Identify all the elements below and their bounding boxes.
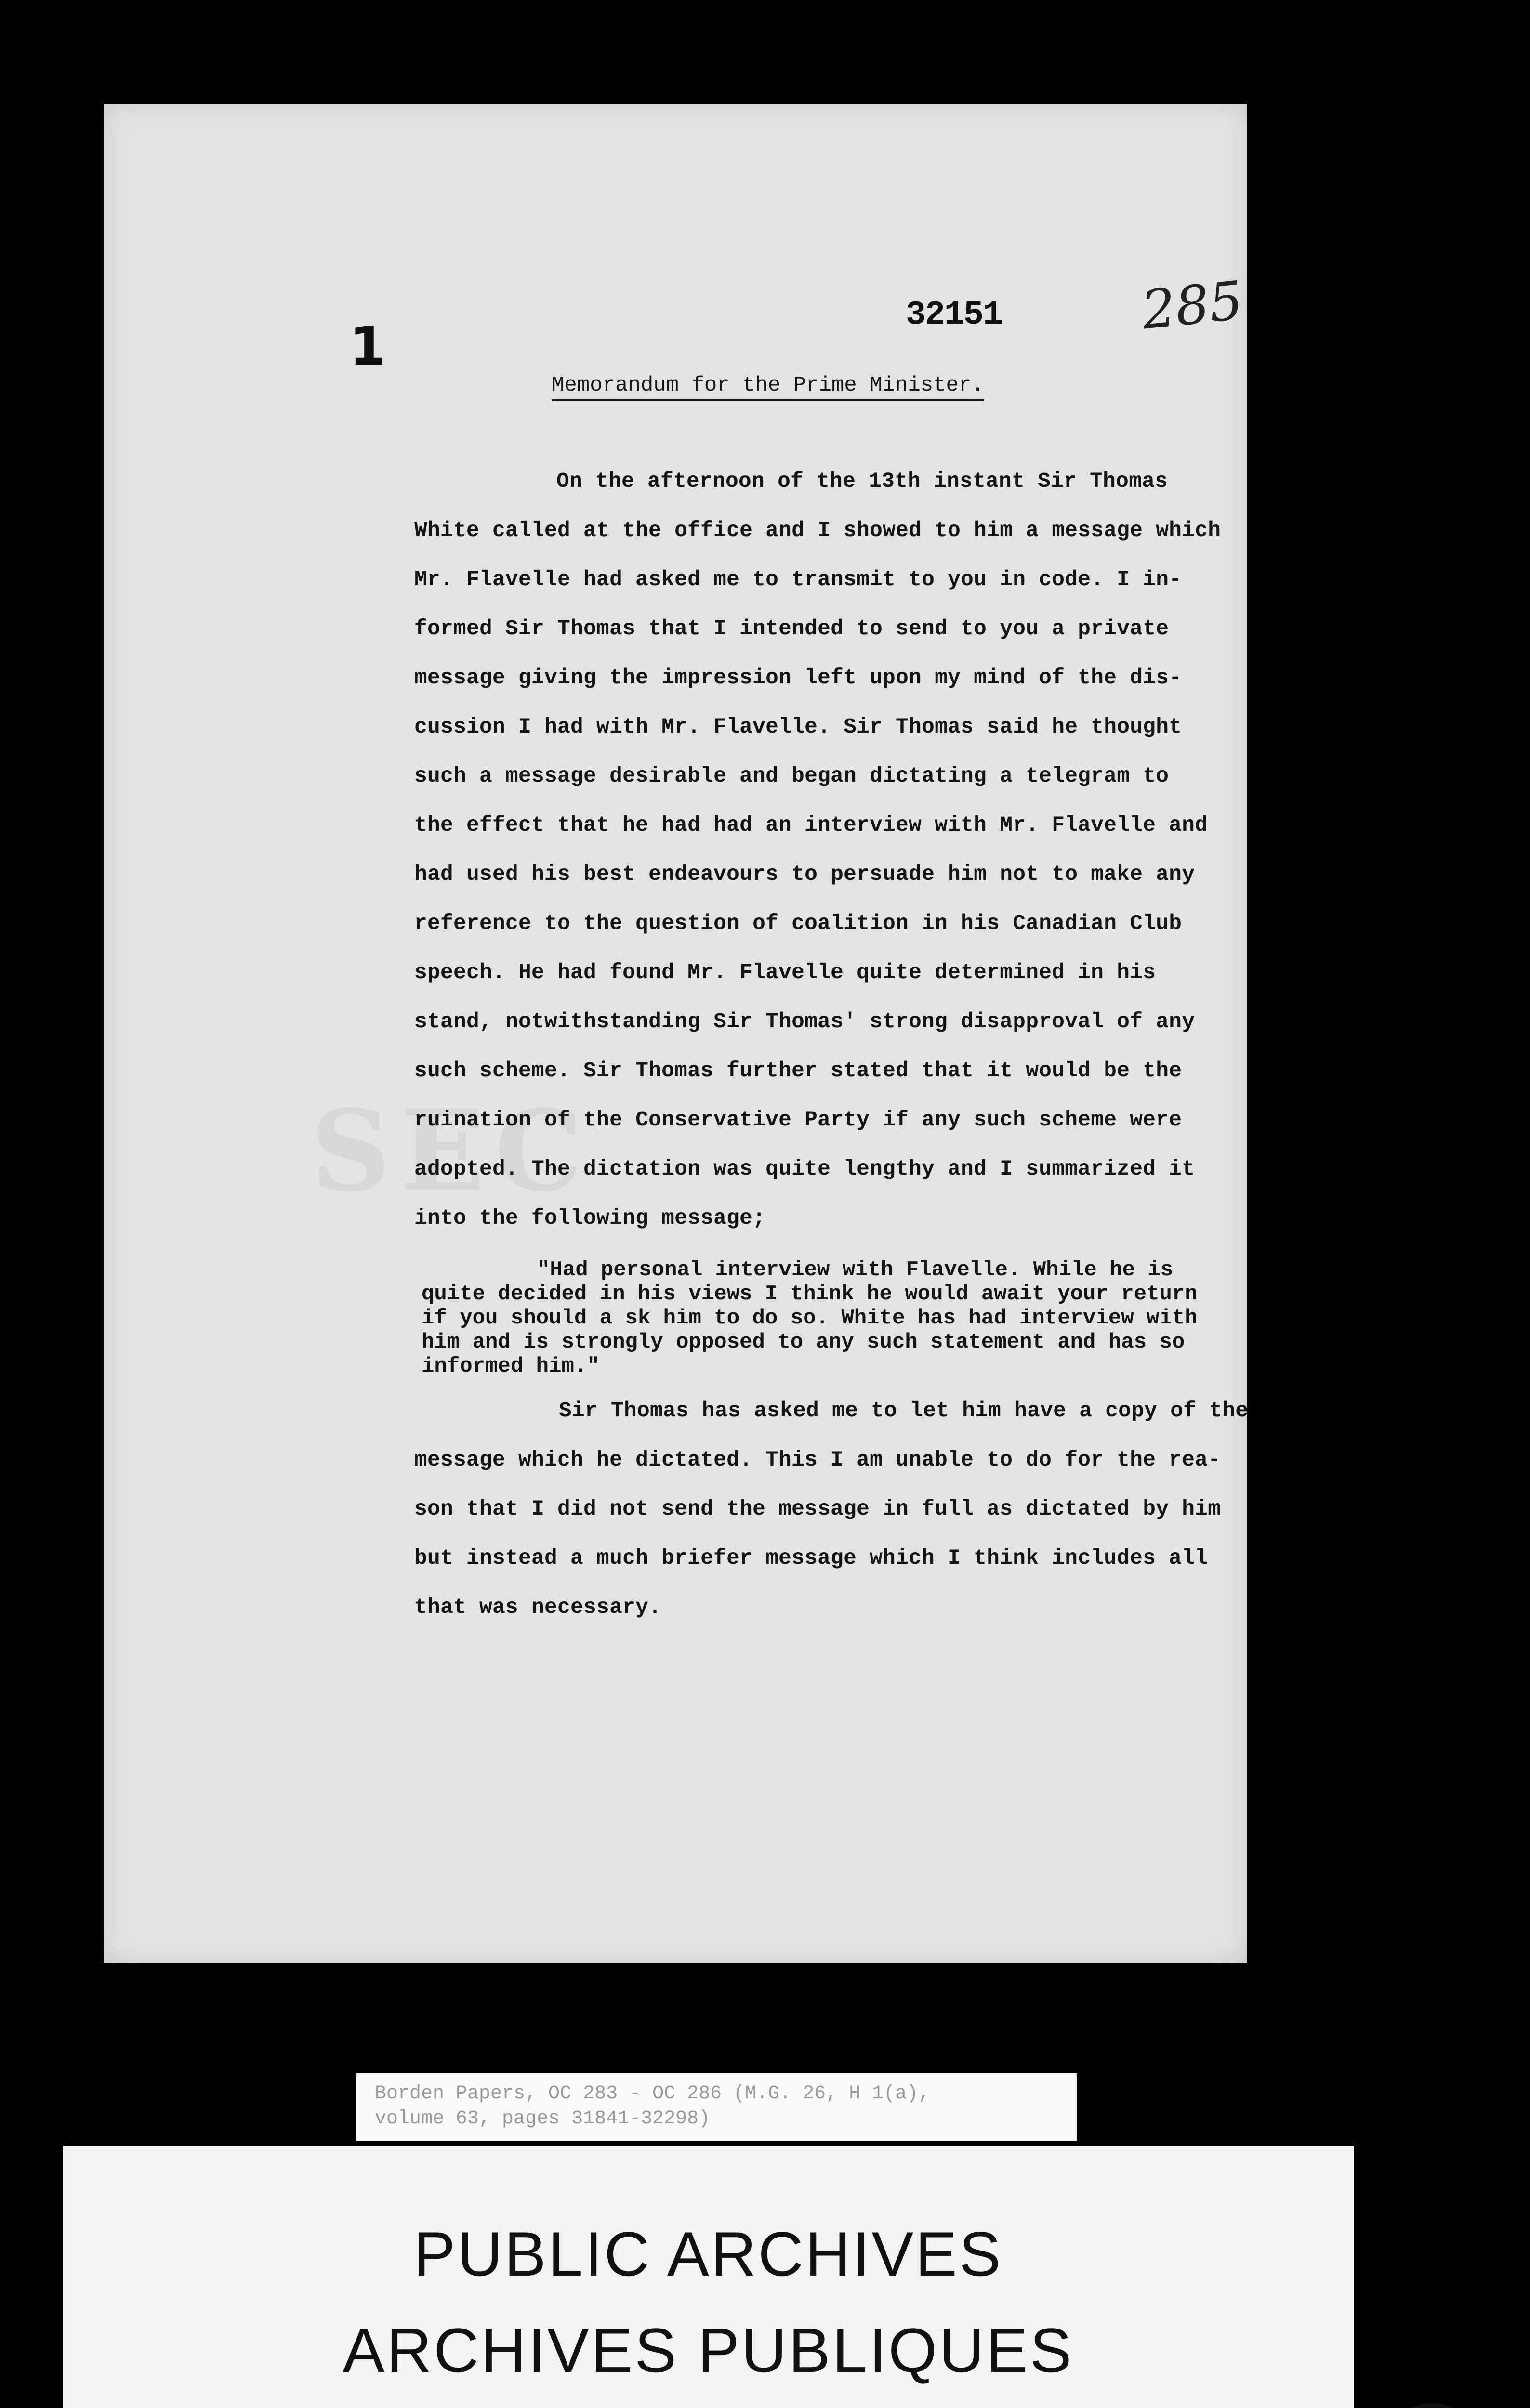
body-line: formed Sir Thomas that I intended to send to you a private [414, 617, 1169, 641]
body-line: into the following message; [414, 1206, 766, 1230]
body-line: On the afternoon of the 13th instant Sir Thomas [556, 470, 1168, 494]
closing-line: but instead a much briefer message which I think includes all [414, 1546, 1208, 1570]
quote-line: informed him." [422, 1354, 600, 1378]
body-line: adopted. The dictation was quite lengthy and I summarized it [414, 1157, 1195, 1181]
archive-name-fr: ARCHIVES PUBLIQUES [343, 2315, 1074, 2385]
closing-line: message which he dictated. This I am unable to do for the rea- [414, 1448, 1221, 1472]
body-line: stand, notwithstanding Sir Thomas' strong disapproval of any [414, 1010, 1195, 1034]
reference-label [356, 2073, 1077, 2141]
sheet-number: 32151 [906, 296, 1002, 334]
show-through-watermark: SEC [311, 1086, 593, 1216]
document-sheet [104, 104, 1247, 1963]
handwritten-number: 285 [1138, 269, 1246, 341]
closing-line: son that I did not send the message in full as dictated by him [414, 1497, 1221, 1521]
body-line: such a message desirable and began dictating a telegram to [414, 764, 1169, 788]
quote-line: "Had personal interview with Flavelle. While he is [537, 1258, 1174, 1282]
body-line: reference to the question of coalition in his Canadian Club [414, 912, 1182, 936]
quote-line: if you should a sk him to do so. White has had interview with [422, 1306, 1198, 1330]
body-line: had used his best endeavours to persuade him not to make any [414, 863, 1195, 887]
archives-logo-icon [1382, 2403, 1483, 2408]
margin-mark: 1 [349, 315, 386, 377]
reference-line: volume 63, pages 31841-32298) [375, 2108, 711, 2130]
body-line: Mr. Flavelle had asked me to transmit to you in code. I in- [414, 568, 1182, 592]
closing-line: that was necessary. [414, 1596, 662, 1620]
reference-line: Borden Papers, OC 283 - OC 286 (M.G. 26, H 1(a), [375, 2083, 930, 2105]
memo-title: Memorandum for the Prime Minister. [552, 373, 984, 401]
body-line: ruination of the Conservative Party if any such scheme were [414, 1108, 1182, 1132]
body-line: speech. He had found Mr. Flavelle quite determined in his [414, 961, 1156, 985]
quote-line: quite decided in his views I think he would await your return [422, 1282, 1198, 1306]
quote-line: him and is strongly opposed to any such statement and has so [422, 1330, 1185, 1354]
body-line: the effect that he had had an interview with Mr. Flavelle and [414, 813, 1208, 838]
body-line: message giving the impression left upon my mind of the dis- [414, 666, 1182, 690]
closing-line: Sir Thomas has asked me to let him have a copy of the [559, 1399, 1249, 1423]
body-line: such scheme. Sir Thomas further stated that it would be the [414, 1059, 1182, 1083]
body-line: White called at the office and I showed to him a message which [414, 519, 1221, 543]
archive-name-en: PUBLIC ARCHIVES [413, 2219, 1003, 2289]
body-line: cussion I had with Mr. Flavelle. Sir Thomas said he thought [414, 715, 1182, 739]
archive-panel [63, 2146, 1354, 2408]
